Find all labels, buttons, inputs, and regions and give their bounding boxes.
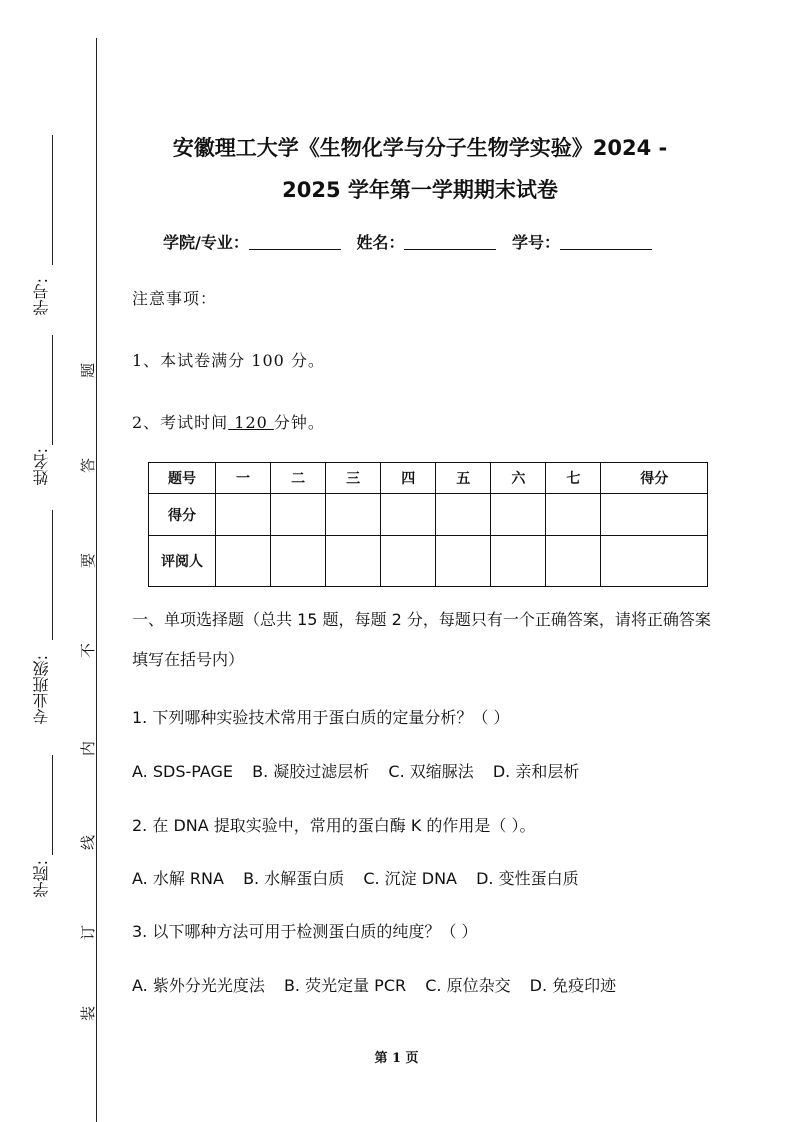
score-cell [271, 494, 326, 536]
student-info-line [163, 230, 723, 253]
note-item-1: 1、本试卷满分 100 分。 [132, 351, 325, 370]
exam-title-line2: 2025 学年第一学期期末试卷 [282, 178, 558, 202]
table-row [149, 463, 708, 494]
table-header-cell: 五 [436, 463, 491, 494]
exam-duration: 120 [228, 413, 274, 432]
option-b: B. 水解蛋白质 [243, 869, 345, 888]
seal-char: 题 [79, 362, 98, 379]
option-a: A. 水解 RNA [132, 869, 224, 888]
student-id-label: 学号： [512, 233, 561, 252]
seal-char: 答 [79, 457, 98, 474]
section-1-heading: 一、单项选择题（总共 15 题，每题 2 分，每题只有一个正确答案，请将正确答案填写在括号内） [132, 610, 711, 669]
reviewer-row-label: 评阅人 [149, 536, 216, 587]
score-cell [326, 494, 381, 536]
page-number: 第 1 页 [374, 1051, 419, 1066]
note-item-2-prefix: 2、考试时间 [132, 413, 229, 432]
score-cell [216, 494, 271, 536]
name-blank [404, 234, 496, 250]
score-cell [546, 494, 601, 536]
reviewer-cell [271, 536, 326, 587]
binding-margin-line [96, 38, 97, 1122]
binding-college-blank [52, 755, 53, 855]
name-label: 姓名： [356, 233, 405, 252]
score-cell [436, 494, 491, 536]
option-d: D. 免疫印迹 [529, 976, 617, 995]
option-b: B. 荧光定量 PCR [283, 976, 407, 995]
table-header-cell: 题号 [149, 463, 216, 494]
table-row [149, 494, 708, 536]
reviewer-cell [381, 536, 436, 587]
option-c: C. 沉淀 DNA [363, 869, 457, 888]
table-header-cell: 一 [216, 463, 271, 494]
option-a: A. SDS-PAGE [132, 762, 234, 781]
option-c: C. 双缩脲法 [388, 762, 474, 781]
note-item-2 [132, 410, 325, 433]
seal-char: 不 [79, 642, 98, 659]
score-cell [601, 494, 708, 536]
college-major-label: 学院/专业： [163, 233, 249, 252]
note-item-2-suffix: 分钟。 [273, 413, 325, 432]
score-cell [491, 494, 546, 536]
table-header-cell: 四 [381, 463, 436, 494]
option-a: A. 紫外分光光度法 [132, 976, 265, 995]
table-header-cell: 七 [546, 463, 601, 494]
binding-college-label: 学院: [32, 860, 51, 898]
option-d: D. 变性蛋白质 [476, 869, 579, 888]
table-row [149, 536, 708, 587]
seal-char: 线 [79, 834, 98, 851]
binding-class-label: 专业班级: [32, 655, 51, 725]
score-table [148, 462, 708, 587]
student-id-blank [560, 234, 652, 250]
table-header-cell: 六 [491, 463, 546, 494]
binding-name-blank [52, 335, 53, 445]
binding-class-blank [52, 510, 53, 640]
reviewer-cell [601, 536, 708, 587]
binding-id-blank [52, 135, 53, 265]
score-row-label: 得分 [149, 494, 216, 536]
seal-char: 装 [79, 1005, 98, 1022]
college-major-blank [249, 234, 341, 250]
binding-name-label: 姓名: [32, 448, 51, 486]
seal-char: 内 [79, 740, 98, 757]
question-1-stem: 1. 下列哪种实验技术常用于蛋白质的定量分析？（ ） [132, 708, 510, 727]
notes-heading: 注意事项： [132, 289, 218, 308]
question-3-stem: 3. 以下哪种方法可用于检测蛋白质的纯度？（ ） [132, 922, 478, 941]
reviewer-cell [491, 536, 546, 587]
question-2-options [132, 866, 593, 889]
table-header-cell: 二 [271, 463, 326, 494]
binding-id-label: 学号: [32, 278, 51, 316]
table-header-cell: 三 [326, 463, 381, 494]
option-b: B. 凝胶过滤层析 [252, 762, 370, 781]
reviewer-cell [326, 536, 381, 587]
seal-char: 要 [79, 552, 98, 569]
question-3-options [132, 973, 630, 996]
option-d: D. 亲和层析 [492, 762, 580, 781]
seal-char: 订 [79, 924, 98, 941]
question-1-options [132, 759, 593, 782]
score-cell [381, 494, 436, 536]
table-header-cell: 得分 [601, 463, 708, 494]
question-2-stem: 2. 在 DNA 提取实验中，常用的蛋白酶 K 的作用是（ ）。 [132, 816, 536, 835]
option-c: C. 原位杂交 [425, 976, 511, 995]
exam-title-line1: 安徽理工大学《生物化学与分子生物学实验》2024 - [172, 136, 668, 160]
reviewer-cell [436, 536, 491, 587]
reviewer-cell [546, 536, 601, 587]
reviewer-cell [216, 536, 271, 587]
